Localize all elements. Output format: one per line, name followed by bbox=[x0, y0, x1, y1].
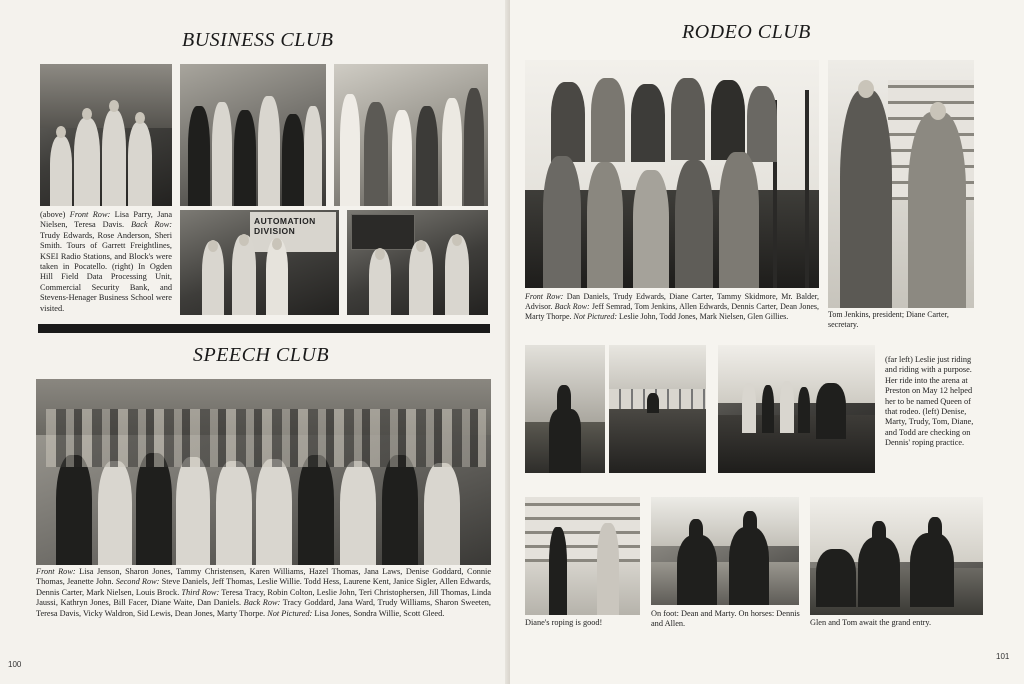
data-processing-visit-photo bbox=[347, 210, 488, 315]
caption-label: Not Pictured: bbox=[573, 312, 617, 321]
caption-label: Front Row: bbox=[36, 567, 76, 576]
caption-label: Second Row: bbox=[115, 577, 160, 587]
roping-practice-photo bbox=[718, 345, 875, 473]
automation-division-photo bbox=[180, 210, 339, 315]
arena-preston-photo bbox=[609, 345, 706, 473]
leslie-roping-caption: (far left) Leslie just riding and riding with a purpose. Her ride into the arena at Preston on May 12 helped her to be named Queen of that rodeo. (left) Denise, Marty, Trudy, Tom, Diane, and Todd are checking on Dennis' roping practice. bbox=[885, 355, 974, 448]
caption-text: Lisa Jenson, Sharon Jones, Tammy Christensen, Karen Williams, Hazel Thomas, Jana Laws, Denise Goddard, Connie Thomas, Jeanette John. bbox=[36, 567, 491, 587]
glen-tom-caption: Glen and Tom await the grand entry. bbox=[810, 618, 932, 627]
caption-text: Steve Daniels, Jeff Thomas, Leslie Willie. Todd Hess, Laurene Kent, Janice Sigler, Allen Edwards, Dennis Carter, Mark Nielsen, Louis Brock. bbox=[36, 577, 492, 597]
caption-prefix: (above) bbox=[40, 210, 70, 219]
caption-label: Third Row: bbox=[181, 587, 220, 597]
business-tour-photo-2 bbox=[334, 64, 488, 206]
caption-label: Not Pictured: bbox=[267, 608, 313, 618]
caption-text: Lisa Jones, Sondra Willie, Scott Gleed. bbox=[312, 608, 445, 618]
speech-club-caption bbox=[36, 567, 491, 619]
rodeo-club-heading: RODEO CLUB bbox=[682, 21, 811, 43]
rodeo-club-caption bbox=[525, 292, 819, 322]
business-club-group-photo bbox=[40, 64, 172, 206]
caption-label: Back Row: bbox=[130, 220, 172, 230]
diane-caption: Diane's roping is good! bbox=[525, 618, 603, 627]
caption-text: Trudy Edwards, Rose Anderson, Sheri Smith. Tours of Garrett Freightlines, KSEI Radio Stations, and Block's were taken in Pocatello. (right) In Ogden Hill Field Data Processing Unit, Commercial Security Bank, and Stevens-Henager Business School were visited. bbox=[40, 230, 172, 313]
automation-division-sign: AUTOMATION DIVISION bbox=[254, 216, 316, 236]
caption-label: Back Row: bbox=[243, 598, 281, 608]
officers-caption: Tom Jenkins, president; Diane Carter, secretary. bbox=[828, 310, 949, 329]
speech-club-group-photo bbox=[36, 379, 491, 565]
diane-roping-photo bbox=[525, 497, 640, 615]
business-club-caption bbox=[40, 210, 172, 314]
dean-marty-horses-photo bbox=[651, 497, 799, 605]
caption-label: Front Row: bbox=[69, 210, 111, 219]
rodeo-officers-photo bbox=[828, 60, 974, 308]
speech-club-heading: SPEECH CLUB bbox=[193, 344, 330, 366]
caption-label: Front Row: bbox=[525, 292, 564, 301]
business-tour-photo-1 bbox=[180, 64, 326, 206]
section-divider-bar bbox=[38, 324, 490, 333]
rodeo-club-group-photo bbox=[525, 60, 819, 288]
caption-text: Tracy Goddard, Jana Ward, Trudy Williams, Sharon Sweeten, Teresa Davis, Vicky Waldron, Sid Lewis, Dean Jones, Marty Thorpe. bbox=[36, 598, 492, 618]
caption-text: Dan Daniels, Trudy Edwards, Diane Carter, Tammy Skidmore, Mr. Balder, Advisor. bbox=[525, 292, 820, 311]
left-page-number: 100 bbox=[8, 660, 22, 669]
dean-marty-caption: On foot: Dean and Marty. On horses: Dennis and Allen. bbox=[651, 609, 800, 629]
caption-text: Jeff Semrad, Tom Jenkins, Allen Edwards, Dennis Carter, Dean Jones, Marty Thorpe. bbox=[525, 302, 819, 321]
caption-text: Lisa Parry, Jana Nielsen, Teresa Davis. bbox=[40, 210, 172, 230]
left-page bbox=[0, 0, 510, 684]
business-club-heading: BUSINESS CLUB bbox=[182, 29, 334, 51]
leslie-riding-photo bbox=[525, 345, 605, 473]
caption-label: Back Row: bbox=[554, 302, 590, 311]
caption-text: Teresa Tracy, Robin Colton, Leslie John, Teri Christophersen, Jill Thomas, Linda Jaussi, Kathryn Jones, Bill Facer, Diane Waite, Dan Daniels. bbox=[36, 587, 492, 608]
right-page-number: 101 bbox=[996, 652, 1010, 661]
grand-entry-photo bbox=[810, 497, 983, 615]
right-page bbox=[510, 0, 1024, 684]
caption-text: Leslie John, Todd Jones, Mark Nielsen, Glen Gillies. bbox=[617, 312, 789, 321]
